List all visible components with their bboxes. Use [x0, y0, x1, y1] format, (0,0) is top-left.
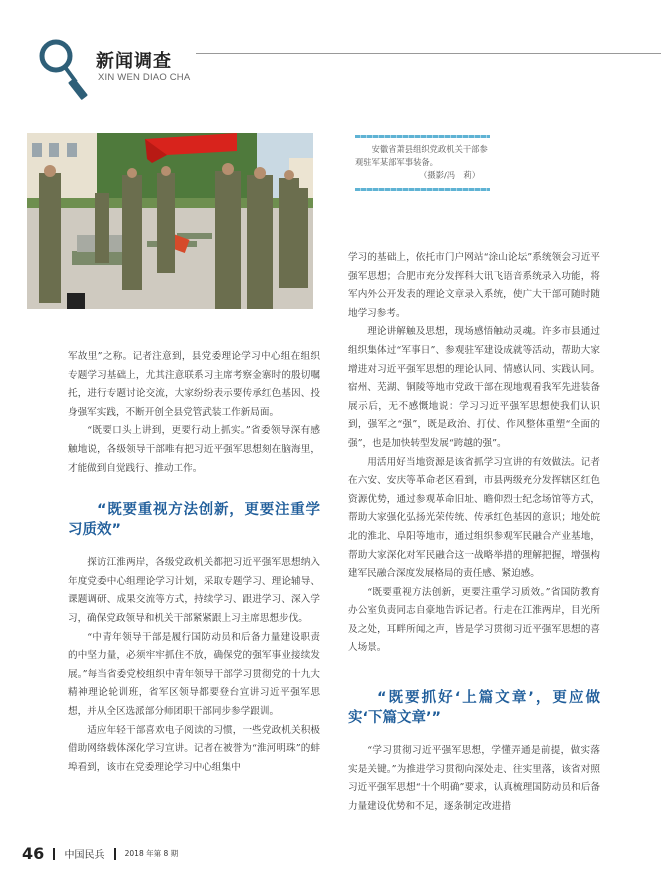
subheading: “既要重视方法创新，更要注重学习质效”: [68, 502, 320, 539]
caption-credit: （摄影/冯 莉）: [419, 170, 480, 180]
article-column-left: [68, 348, 320, 777]
footer-divider: [53, 848, 55, 860]
paragraph: “既要重视方法创新，更要注重学习质效。”省国防教育办公室负责同志自豪地告诉记者。行走在江淮两岸，目光所及之处，耳畔所闻之声，皆是学习贯彻习近平强军思想的喜人场景。: [348, 586, 600, 654]
magazine-name: 中国民兵: [64, 850, 105, 861]
paragraph: 理论讲解触及思想，现场感悟触动灵魂。许多市县通过组织集体过“军事日”、参观驻军建设成就等活动，帮助大家增进对习近平强军思想的理论认同、情感认同、实践认同。宿州、芜湖、铜陵等地市党政干部在现地观看我军先进装备展示后，无不感慨地说：学习习近平强军思想使我们认识到，强军之“强”，既是政治、打仗、作风整体重塑“全面的强”，也是加快转型发展“跨越的强”。: [348, 326, 600, 449]
photo-image: [27, 133, 313, 309]
section-header: [0, 0, 661, 110]
paragraph: 适应年轻干部喜欢电子阅读的习惯，一些党政机关积极借助网络载体深化学习宣讲。记者在被誉为“淮河明珠”的蚌埠看到，该市在党委理论学习中心组集中: [68, 724, 320, 773]
section-title: 新闻调查: [96, 51, 172, 72]
paragraph: 学习的基础上，依托市门户网站“涂山论坛”系统领会习近平强军思想；合肥市充分发挥科大讯飞语音系统录入功能，将军内外公开发表的理论文章录入系统，使广大干部可随时随地学习参考。: [348, 252, 600, 319]
article-column-right: [348, 249, 600, 816]
paragraph: 军故里”之称。记者注意到，县党委理论学习中心组在组织专题学习基础上，尤其注意联系习主席考察金寨时的殷切嘱托，进行专题讨论交流，大家纷纷表示要传承红色基因、投身强军实践，不断开创全县党管武装工作新局面。: [68, 351, 320, 418]
caption-text: 安徽省萧县组织党政机关干部参观驻军某部军事装备。: [355, 144, 488, 167]
news-photo: [27, 133, 313, 309]
footer-divider: [114, 848, 116, 860]
paragraph: “学习贯彻习近平强军思想，学懂弄通是前提，做实落实是关键。”为推进学习贯彻向深处走、往实里落，该省对照习近平强军思想“十个明确”要求，认真梳理国防动员和后备力量建设优势和不足，逐条制定改进措: [348, 745, 600, 812]
photo-caption: [355, 135, 490, 191]
subheading: “既要抓好‘上篇文章’，更应做实‘下篇文章’”: [348, 690, 600, 727]
header-divider: [196, 53, 661, 54]
section-pinyin: XIN WEN DIAO CHA: [98, 72, 191, 83]
page-footer: [22, 843, 178, 863]
paragraph: “中青年领导干部是履行国防动员和后备力量建设职责的中坚力量，必须牢牢抓住不放，确保党的强军事业接续发展。”每当省委党校组织中青年领导干部学习贯彻党的十九大精神理论轮训班，省军区领导都要登台宣讲习近平强军思想，并从全区选派部分师团职干部同步参学跟训。: [68, 631, 320, 717]
issue-label: 2018 年第 8 期: [124, 849, 179, 858]
paragraph: “既要口头上讲到，更要行动上抓实。”省委领导深有感触地说，各级领导干部唯有把习近平强军思想刻在脑海里，才能做到自觉践行、推动工作。: [68, 425, 320, 474]
paragraph: 探访江淮两岸，各级党政机关都把习近平强军思想纳入年度党委中心组理论学习计划，采取专题学习、理论辅导、课题调研、成果交流等方式，持续学习、跟进学习、深入学习，确保党政领导和机关干部紧紧跟上习主席思想步伐。: [68, 557, 320, 624]
page-number: 46: [22, 844, 45, 863]
paragraph: 用活用好当地资源是该省抓学习宣讲的有效做法。记者在六安、安庆等革命老区看到，市县两级充分发挥辖区红色资源优势，通过参观革命旧址、瞻仰烈士纪念场馆等方式，帮助大家强化弘扬光荣传统、传承红色基因的意识；地处皖北的淮北、阜阳等地市，通过组织参观军民融合产业基地，帮助大家深化对军民融合这一战略举措的理解把握，增强构建军民融合深度发展格局的责任感、紧迫感。: [348, 456, 600, 580]
caption-bottom-rule: [355, 188, 490, 191]
